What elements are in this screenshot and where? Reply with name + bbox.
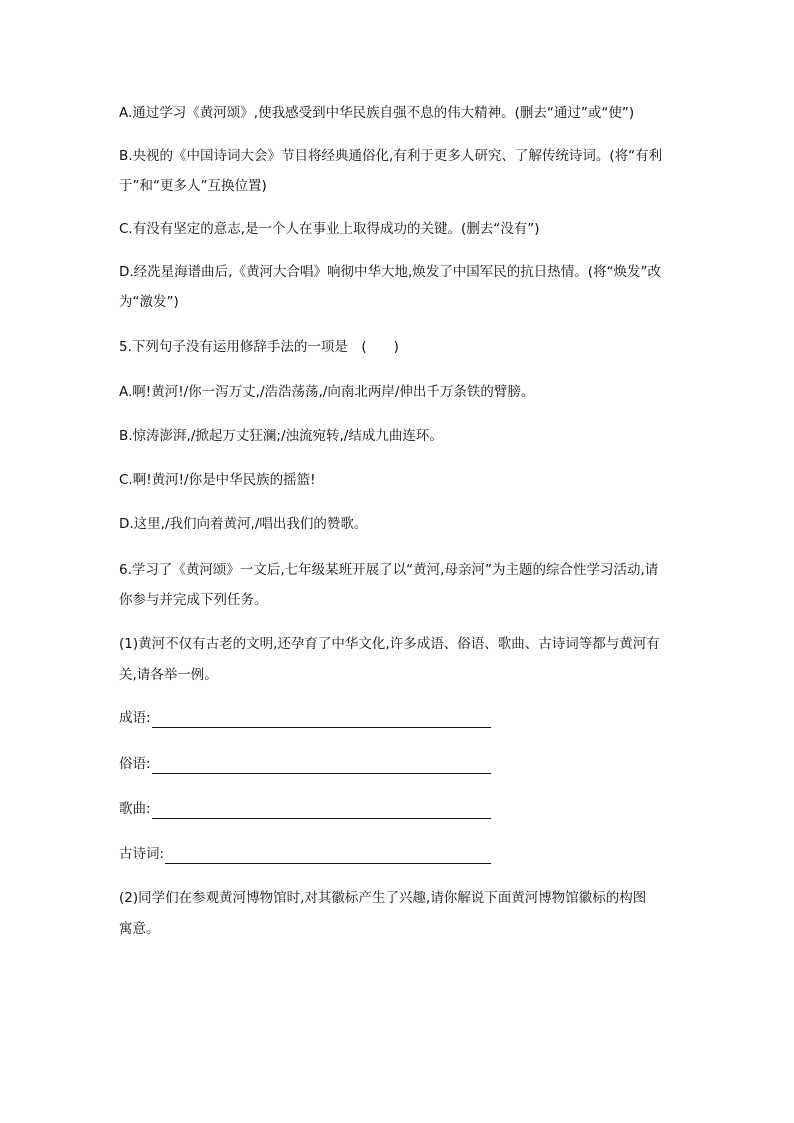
song-answer-blank[interactable] xyxy=(152,802,491,819)
q4-option-d-line2: 为“激发”) xyxy=(119,294,179,310)
q5-option-b: B.惊涛澎湃,/掀起万丈狂澜;/浊流宛转,/结成九曲连环。 xyxy=(119,428,443,444)
q4-option-b-line1: B.央视的《中国诗词大会》节目将经典通俗化,有利于更多人研究、了解传统诗词。(将“有利 xyxy=(119,148,663,164)
idiom-label: 成语: xyxy=(119,710,151,726)
q5-option-d: D.这里,/我们向着黄河,/唱出我们的赞歌。 xyxy=(119,516,368,532)
saying-label: 俗语: xyxy=(119,756,151,772)
q4-option-b-line2: 于”和“更多人”互换位置) xyxy=(119,178,267,194)
q4-option-d-line1: D.经冼星海谱曲后,《黄河大合唱》响彻中华大地,焕发了中国军民的抗日热情。(将“焕发”改 xyxy=(119,264,662,280)
song-label: 歌曲: xyxy=(119,801,151,817)
q6-sub2-line1: (2)同学们在参观黄河博物馆时,对其徽标产生了兴趣,请你解说下面黄河博物馆徽标的构图 xyxy=(119,890,647,906)
q6-stem-line2: 你参与并完成下列任务。 xyxy=(119,592,268,608)
q5-option-a: A.啊!黄河!/你一泻万丈,/浩浩荡荡,/向南北两岸/伸出千万条铁的臂膀。 xyxy=(119,384,535,400)
song-row xyxy=(119,799,491,819)
q6-sub2-line2: 寓意。 xyxy=(119,921,160,937)
q6-sub1-line2: 关,请各举一例。 xyxy=(119,667,218,683)
poem-row xyxy=(119,844,491,864)
saying-answer-blank[interactable] xyxy=(152,757,491,774)
q4-option-a: A.通过学习《黄河颂》,使我感受到中华民族自强不息的伟大精神。(删去“通过”或“使”) xyxy=(119,105,635,121)
idiom-row xyxy=(119,708,491,728)
q4-option-c: C.有没有坚定的意志,是一个人在事业上取得成功的关键。(删去“没有”) xyxy=(119,221,540,237)
q6-sub1-line1: (1)黄河不仅有古老的文明,还孕育了中华文化,许多成语、俗语、歌曲、古诗词等都与黄河有 xyxy=(119,636,660,652)
idiom-answer-blank[interactable] xyxy=(152,711,491,728)
saying-row xyxy=(119,754,491,774)
poem-answer-blank[interactable] xyxy=(165,847,491,864)
q5-stem: 5.下列句子没有运用修辞手法的一项是 ( ) xyxy=(119,339,399,355)
poem-label: 古诗词: xyxy=(119,846,165,862)
q6-stem-line1: 6.学习了《黄河颂》一文后,七年级某班开展了以“黄河,母亲河”为主题的综合性学习活动,请 xyxy=(119,562,659,578)
q5-option-c: C.啊!黄河!/你是中华民族的摇篮! xyxy=(119,472,316,488)
